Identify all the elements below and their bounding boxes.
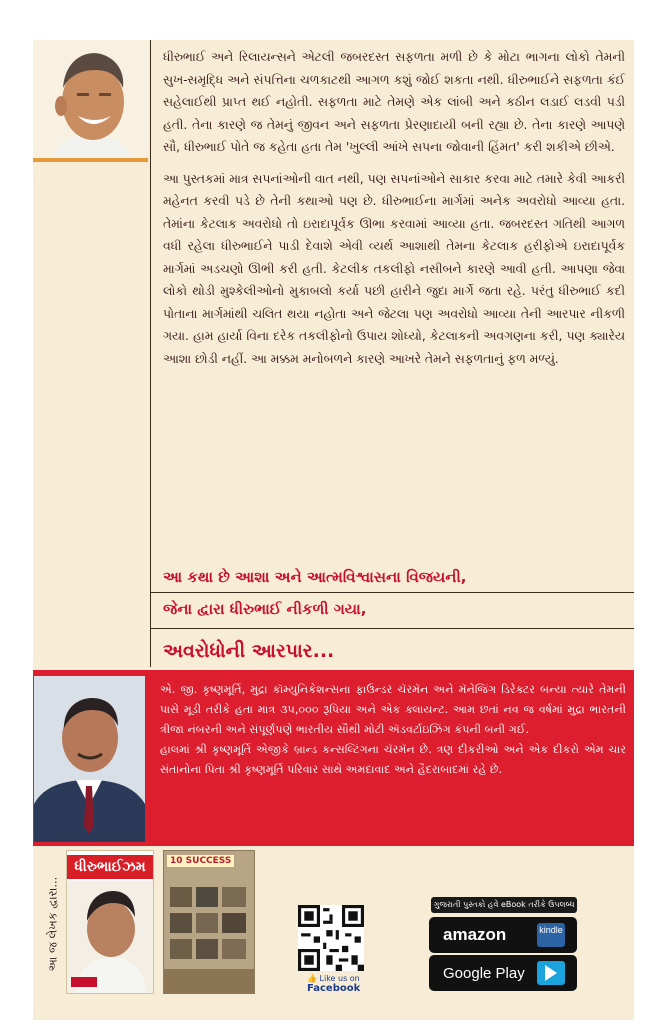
same-author-label-text: આ જ લેખક દ્વારા...	[45, 876, 60, 972]
same-author-label	[43, 856, 63, 992]
ebook-availability-label: ગુજરાતી પુસ્તકો હવે eBook તરીકે ઉપલબ્ધ	[431, 897, 577, 913]
intro-paragraph-1: ધીરુભાઈ અને રિલાયન્સને એટલી જબરદસ્ત સફળતા મળી છે કે મોટા ભાગના લોકો તેમની સુખ-સમૃદ્ધિ અને સંપત્તિના ચળકાટથી આગળ કશું જોઈ શકતા નથી. ધીરુભાઈને સફળતા કંઈ સહેલાઈથી પ્રાપ્ત થઈ નહોતી. સફળતા માટે તેમણે એક લાંબી અને કઠીન લડાઈ લડવી પડી હતી. તેના કારણે જ તેમનું જીવન અને સફળતા પ્રેરણાદાયી બની રહ્યા છે. તેના કારણે આપણે સૌ, ધીરુભાઈ પોતે જ કહેતા હતા તેમ 'ખુલ્લી આંખે સપના જોવાની હિંમત' કરી શકીએ છીએ.	[163, 50, 625, 154]
kindle-label: kindle	[539, 925, 563, 935]
book-cover-dhirubhaism-art	[67, 851, 153, 993]
facebook-qr-code[interactable]	[298, 905, 364, 971]
tagline-divider-2	[150, 628, 634, 629]
book-cover-dhirubhaism-title: ધીરુભાઈઝમ	[67, 855, 153, 879]
book-cover-10-success-art	[164, 851, 254, 993]
dhirubhai-portrait	[33, 40, 148, 162]
qr-caption-small: Like us on	[319, 974, 360, 983]
tagline-3: અવરોધોની આરપાર...	[163, 640, 335, 662]
tagline-2: જેના દ્વારા ધીરુભાઈ નીકળી ગયા,	[163, 600, 367, 618]
author-bio-paragraph-2: હાલમાં શ્રી કૃષ્ણમૂર્તિ એજીકે બ્રાન્ડ કન્સલ્ટિંગના ચૅરમૅન છે. ત્રણ દીકરીઓ અને એક દીકરો એમ ચાર સંતાનોના પિતા શ્રી કૃષ્ણમૂર્તિ પરિવાર સાથે અમદાવાદ અને હૈદરાબાદમાં રહે છે.	[160, 743, 626, 776]
kindle-icon	[537, 923, 565, 947]
amazon-kindle-button[interactable]	[429, 917, 577, 953]
book-cover-dhirubhaism[interactable]	[66, 850, 154, 994]
amazon-label: amazon	[443, 925, 507, 944]
intro-paragraph-2: આ પુસ્તકમાં માત્ર સપનાંઓની વાત નથી, પણ સપનાંઓને સાકાર કરવા માટે તમારે કેવી આકરી મહેનત કરવી પડે છે તેની કથાઓ પણ છે. ધીરુભાઈના માર્ગમાં અનેક અવરોધો આવ્યા હતા. તેમાંના કેટલાક અવરોધો તો ઇરાદાપૂર્વક ઊભા કરવામાં આવ્યા હતા. જબરદસ્ત ગતિથી આગળ વધી રહેલા ધીરુભાઈને પાડી દેવાશે એવી વ્યર્થ આશાથી તેમના કેટલાક હરીફોએ ઇરાદાપૂર્વક માર્ગમાં અડચણો ઊભી કરી હતી. કેટલીક તકલીફો નસીબને કારણે આવી હતી. આપણા જેવા લોકો થોડી મુશ્કેલીઓનો મુકાબલો કર્યા પછી હારીને જુદા માર્ગે જતા રહે. પરંતુ ધીરુભાઈ કદી પોતાના માર્ગમાંથી ચલિત થયા નહોતા અને જેટલા પણ અવરોધો આવ્યા તેની આરપાર નીકળી ગયા. હામ હાર્યા વિના દરેક તકલીફોનો ઉપાય શોધ્યો, કેટલાકની અવગણના કરી, પણ ક્યારેય આશા છોડી નહીં. આ મક્કમ મનોબળને કારણે આખરે તેમને સફળતાનું ફળ મળ્યું.	[163, 171, 625, 366]
author-photo-image	[34, 676, 145, 842]
thumbs-up-icon: 👍	[307, 974, 317, 983]
author-photo	[34, 676, 145, 842]
google-play-button[interactable]	[429, 955, 577, 991]
intro-text	[163, 46, 625, 379]
author-bio-paragraph-1: એ. જી. કૃષ્ણમૂર્તિ, મુદ્રા કૉમ્યુનિકેશન્સના ફાઉન્ડર ચૅરમૅન અને મૅનેજિંગ ડિરેક્ટર બન્યા ત્યારે તેમની પાસે મૂડી તરીકે હતા માત્ર ૩૫,૦૦૦ રૂપિયા અને એક ક્લાયન્ટ. આમ છતાં નવ જ વર્ષમાં મુદ્રા ભારતની ત્રીજા નંબરની અને સંપૂર્ણપણે ભારતીય સૌથી મોટી ઍડવર્ટાઇઝિંગ કંપની બની ગઈ.	[160, 683, 626, 736]
tagline-1: આ કથા છે આશા અને આત્મવિશ્વાસના વિજયની,	[163, 568, 467, 586]
portrait-accent-line	[33, 158, 148, 162]
google-play-books-icon	[537, 961, 565, 985]
dhirubhai-portrait-image	[33, 40, 148, 162]
book-cover-10-success-title: 10 SUCCESS	[167, 855, 234, 867]
tagline-divider-1	[150, 592, 634, 593]
qr-caption	[307, 974, 360, 994]
author-bio	[160, 680, 626, 780]
qr-caption-facebook: Facebook	[307, 983, 361, 994]
book-cover-10-success[interactable]	[163, 850, 255, 994]
vertical-divider	[150, 40, 151, 667]
google-play-label: Google Play	[443, 965, 525, 982]
